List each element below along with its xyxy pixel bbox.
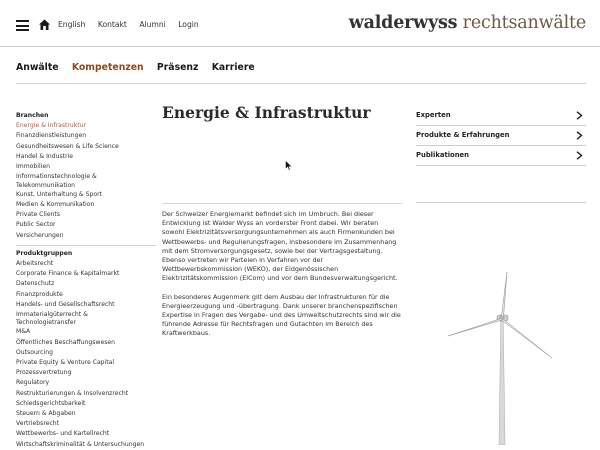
chevron-right-icon [575,151,583,160]
sidebar-item-public-sector[interactable]: Public Sector [16,221,56,229]
nav-praesenz[interactable]: Präsenz [156,62,199,73]
link-publikationen-label: Publikationen [416,151,469,159]
sidebar-item-corporate-finance[interactable]: Corporate Finance & Kapitalmarkt [16,270,120,278]
sidebar-item-private-equity[interactable]: Private Equity & Venture Capital [16,359,115,367]
nav-divider [16,83,586,84]
content-body [162,210,402,348]
sidebar-item-handel[interactable]: Handel & Industrie [16,152,74,160]
link-experten-label: Experten [416,111,451,119]
rightbox-divider [416,202,586,203]
top-links [58,20,209,29]
content-divider [162,203,402,204]
nav-anwaelte[interactable]: Anwälte [16,62,59,73]
main-nav [16,62,265,73]
link-produkte-label: Produkte & Erfahrungen [416,131,510,139]
logo-rechtsanwaelte: rechtsanwälte [457,13,586,33]
link-english[interactable]: English [58,20,86,29]
sidebar-item-private-clients[interactable]: Private Clients [16,211,60,219]
sidebar-item-energie[interactable]: Energie & Infrastruktur [16,122,87,130]
sidebar [16,111,156,450]
nav-karriere[interactable]: Karriere [211,62,255,73]
link-login[interactable]: Login [178,20,199,29]
chevron-right-icon [575,131,583,140]
sidebar-item-schiedsgericht[interactable]: Schiedsgerichtsbarkeit [16,399,86,407]
sidebar-item-datenschutz[interactable]: Datenschutz [16,280,55,288]
sidebar-branchen-title: Branchen [16,112,49,119]
wind-turbine-image [440,270,570,445]
sidebar-item-arbeitsrecht[interactable]: Arbeitsrecht [16,259,54,267]
sidebar-item-outsourcing[interactable]: Outsourcing [16,348,53,356]
sidebar-item-finanzprodukte[interactable]: Finanzprodukte [16,290,63,298]
link-alumni[interactable]: Alumni [139,20,166,29]
link-experten[interactable] [416,106,586,126]
link-publikationen[interactable] [416,146,586,166]
sidebar-item-gesundheit[interactable]: Gesundheitswesen & Life Science [16,142,119,150]
sidebar-item-wirtschaftskriminalitaet[interactable]: Wirtschaftskriminalität & Untersuchungen [16,440,145,448]
sidebar-item-versicherungen[interactable]: Versicherungen [16,231,64,239]
sidebar-item-steuern[interactable]: Steuern & Abgaben [16,410,76,418]
sidebar-divider [16,245,156,246]
logo[interactable] [349,13,586,33]
sidebar-item-vertrieb[interactable]: Vertriebsrecht [16,420,60,428]
home-icon[interactable] [38,18,51,31]
logo-walderwyss: walderwyss [348,13,458,33]
page-title: Energie & Infrastruktur [162,103,371,122]
sidebar-item-restrukturierung[interactable]: Restrukturierungen & Insolvenzrecht [16,389,129,397]
sidebar-item-immaterial-2[interactable]: Technologietransfer [16,319,77,327]
sidebar-item-it-1[interactable]: Informationstechnologie & [16,173,97,181]
sidebar-item-immaterial-1[interactable]: Immaterialgüterrecht & [16,310,88,318]
sidebar-item-medien[interactable]: Medien & Kommunikation [16,200,95,208]
sidebar-item-finanz[interactable]: Finanzdienstleistungen [16,132,87,140]
sidebar-item-regulatory[interactable]: Regulatory [16,379,50,387]
menu-icon[interactable] [16,20,29,31]
chevron-right-icon [575,111,583,120]
sidebar-item-it-2[interactable]: Telekommunikation [16,181,76,189]
mouse-cursor-icon [285,160,293,171]
sidebar-item-wettbewerb[interactable]: Wettbewerbs- und Kartellrecht [16,430,110,438]
sidebar-item-immobilien[interactable]: Immobilien [16,163,50,171]
header-divider [0,46,600,47]
sidebar-item-beschaffung[interactable]: Öffentliches Beschaffungswesen [16,338,115,346]
nav-kompetenzen[interactable]: Kompetenzen [71,62,144,73]
sidebar-item-handelsrecht[interactable]: Handels- und Gesellschaftsrecht [16,300,115,308]
sidebar-produkt-title: Produktgruppen [16,249,73,257]
content-paragraph-1: Der Schweizer Energiemarkt befindet sich im Umbruch. Bei dieser Entwicklung ist Walder Wyss an vorderster Front dabei. Wir beraten sowohl Elektrizitätsversorgungsunternehmen als auch Firmenkunden bei Wettbewerbs- und Regulierungsfragen, insbesondere im Zusammenhang mit dem Stromversorgungsgesetz, sowie bei der Vertragsgestaltung. Ebenso vertreten wir Parteien in Verfahren vor der Wettbewerbskommission (WEKO), der Eidgenössischen Elektrizitätskommission (ElCom) und vor dem Bundesverwaltungsgericht. [162,210,398,283]
sidebar-item-prozess[interactable]: Prozessvertretung [16,369,72,377]
sidebar-item-ma[interactable]: M&A [16,328,31,336]
sidebar-item-kunst[interactable]: Kunst, Unterhaltung & Sport [16,190,102,198]
content-paragraph-2: Ein besonderes Augenmerk gilt dem Ausbau der Infrastrukturen für die Energieerzeugung und -übertragung. Dank unserer branchenspezifischen Expertise in Fragen des Vergabe- und des Umweltschutzrechts sind wir die führende Adresse für Rechtsfragen und Gutachten im Bereich des Kraftwerkbaus. [162,292,401,338]
link-kontakt[interactable]: Kontakt [97,20,127,29]
related-links [416,106,586,166]
link-produkte-erfahrungen[interactable] [416,126,586,146]
top-bar [0,0,600,46]
